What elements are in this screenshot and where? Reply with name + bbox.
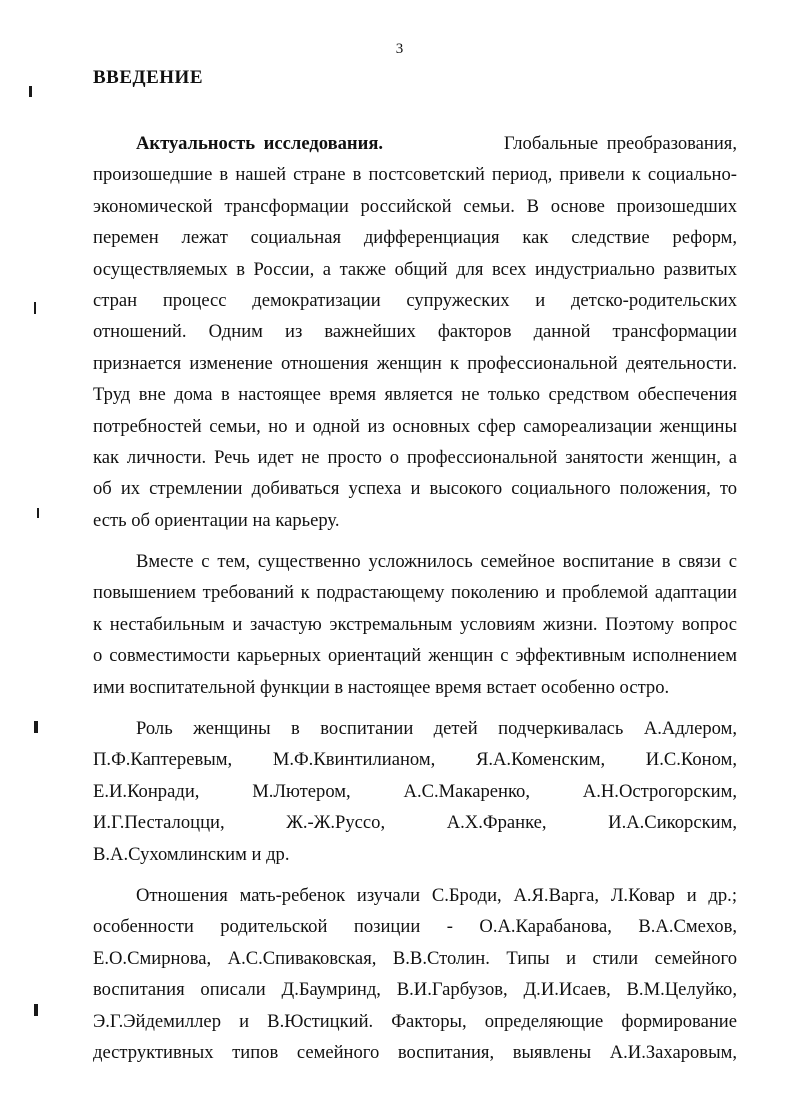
text-line: Роль женщины в воспитании детей подчеркивалась А.Адлером, [136, 718, 737, 740]
text-line: Вместе с тем, существенно усложнилось семейное воспитание в связи с [136, 551, 737, 573]
text-line: перемен лежат социальная дифференциация как следствие реформ, [93, 227, 737, 249]
text-line: особенности родительской позиции - О.А.Карабанова, В.А.Смехов, [93, 916, 737, 938]
relevance-lead-bold: Актуальность исследования. [136, 133, 384, 154]
text-line: о совместимости карьерных ориентаций женщин с эффективным исполнением [93, 645, 737, 667]
document-body [93, 128, 737, 1068]
paragraph-family-upbringing [93, 546, 737, 703]
text-line: отношений. Одним из важнейших факторов данной трансформации [93, 321, 737, 343]
text-line: воспитания описали Д.Баумринд, В.И.Гарбузов, Д.И.Исаев, В.М.Целуйко, [93, 979, 737, 1001]
text-line: Труд вне дома в настоящее время является не только средством обеспечения [93, 384, 737, 406]
text-line: признается изменение отношения женщин к профессиональной деятельности. [93, 352, 737, 374]
text-line: произошедшие в нашей стране в постсоветский период, привели к социально- [93, 164, 737, 186]
text-line [93, 128, 737, 159]
text-line: повышением требований к подрастающему поколению и проблемой адаптации [93, 582, 737, 604]
page-number: 3 [395, 41, 404, 57]
scan-margin-mark [34, 721, 38, 733]
text-line: есть об ориентации на карьеру. [93, 509, 340, 531]
paragraph-relevance [93, 128, 737, 536]
scan-margin-mark [34, 302, 36, 314]
text-line: Е.О.Смирнова, А.С.Спиваковская, В.В.Столин. Типы и стили семейного [93, 947, 737, 969]
text-line: об их стремлении добиваться успеха и высокого социального положения, то [93, 478, 737, 500]
scan-margin-mark [37, 508, 39, 518]
paragraph-role-of-women [93, 713, 737, 870]
text-line: И.Г.Песталоцци, Ж.-Ж.Руссо, А.Х.Франке, И.А.Сикорским, [93, 812, 737, 834]
paragraph-mother-child [93, 880, 737, 1068]
text-line: ими воспитательной функции в настоящее время встает особенно остро. [93, 676, 670, 698]
text-line: потребностей семьи, но и одной из основных сфер самореализации женщины [93, 415, 737, 437]
line-text: Глобальные преобразования, [503, 133, 738, 154]
text-line: Е.И.Конради, М.Лютером, А.С.Макаренко, А.Н.Острогорским, [93, 780, 737, 802]
scan-margin-mark [29, 86, 32, 97]
text-line: Э.Г.Эйдемиллер и В.Юстицкий. Факторы, определяющие формирование [93, 1010, 737, 1032]
text-line: экономической трансформации российской семьи. В основе произошедших [93, 195, 737, 217]
text-line: осуществляемых в России, а также общий для всех индустриально развитых [93, 258, 737, 280]
scan-margin-mark [34, 1004, 38, 1016]
section-heading: ВВЕДЕНИЕ [93, 67, 203, 88]
text-line: к нестабильным и зачастую экстремальным условиям жизни. Поэтому вопрос [93, 613, 737, 635]
text-line: В.А.Сухомлинским и др. [93, 843, 290, 865]
text-line: П.Ф.Каптеревым, М.Ф.Квинтилианом, Я.А.Коменским, И.С.Коном, [93, 749, 737, 771]
text-line: деструктивных типов семейного воспитания, выявлены А.И.Захаровым, [93, 1041, 737, 1063]
text-line: Отношения мать-ребенок изучали С.Броди, А.Я.Варга, Л.Ковар и др.; [136, 884, 737, 906]
text-line: стран процесс демократизации супружеских и детско-родительских [93, 289, 737, 311]
text-line: как личности. Речь идет не просто о профессиональной занятости женщин, а [93, 446, 737, 468]
